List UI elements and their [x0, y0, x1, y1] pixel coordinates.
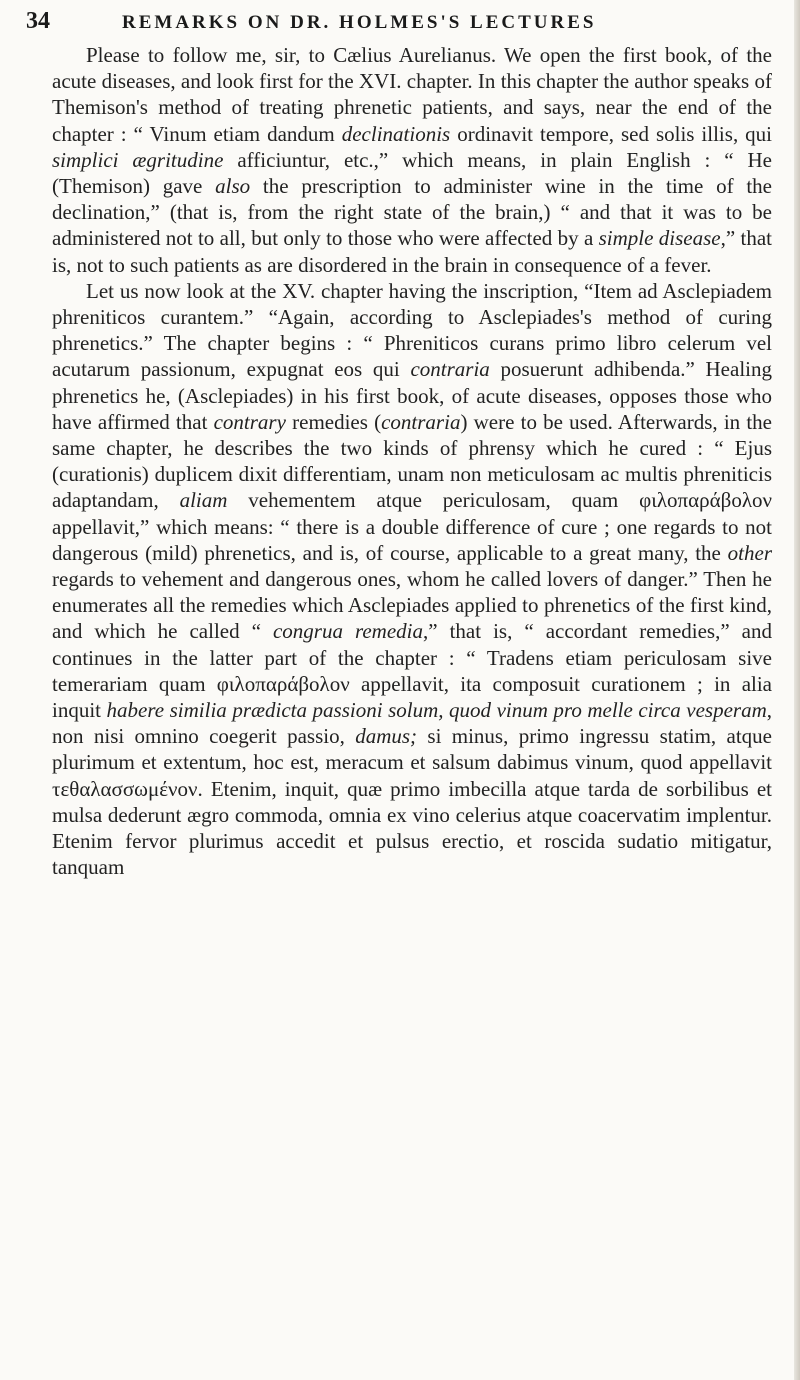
text-segment: afficiuntur, etc.,” which means, in plain English : “ He (Themison) gave: [52, 147, 773, 199]
paragraph: [52, 42, 772, 278]
text-segment: ,” that is, not to such patients as are disordered in the brain in consequence of a fever.: [52, 226, 773, 277]
page-edge: [794, 0, 800, 1380]
paragraph: [52, 278, 772, 881]
body-text: [52, 42, 772, 881]
text-segment: the prescription to administer wine in the time of the declination,” (that is, from the right state of the brain,) “ and that it was to be administered not to all, but only to those who were affected by a: [52, 174, 772, 251]
italic-text: congrua remedia: [272, 619, 424, 644]
text-segment: ordinavit tempore, sed solis illis, qui: [450, 121, 772, 146]
italic-text: simplici ægritudine: [52, 147, 224, 172]
italic-text: contraria: [381, 409, 461, 434]
text-segment: Please to follow me, sir, to Cælius Aurelianus. We open the first book, of the acute diseases, and look first for the XVI. chapter. In this chapter the author speaks of Themison's method of treating phrenetic patients, and says, near the end of the chapter : “ Vinum etiam dandum: [52, 43, 772, 146]
italic-text: damus;: [355, 724, 418, 749]
italic-text: contrary: [213, 409, 286, 434]
text-segment: remedies (: [285, 409, 382, 434]
italic-text: aliam: [179, 488, 228, 513]
italic-text: declinationis: [341, 121, 451, 146]
text-segment: vehementem atque periculosam, quam φιλοπαράβολον appellavit,” which means: “ there is a double difference of cure ; one regards to not dangerous (mild) phrenetics, and is, of course, applicable to a great many, the: [52, 488, 772, 565]
italic-text: also: [215, 174, 251, 199]
page-header: [26, 8, 771, 38]
text-segment: ) were to be used. Afterwards, in the same chapter, he describes the two kinds of phrensy which he cured : “ Ejus (curationis) duplicem dixit differentiam, unam non meticulosam ac multis phreniticis adaptandam,: [52, 409, 772, 513]
text-segment: posuerunt adhibenda.” Healing phrenetics he, (Asclepiades) in his first book, of acute diseases, opposes those who have affirmed that: [52, 357, 772, 434]
page-number: 34: [26, 8, 50, 34]
text-segment: , non nisi omnino coegerit passio,: [52, 698, 772, 749]
text-segment: Let us now look at the XV. chapter having the inscription, “Item ad Asclepiadem phreniticos curantem.” “Again, according to Asclepiades's method of curing phrenetics.” The chapter begins : “ Phreniticos curans primo libro celerum vel acutarum passionum, expugnat eos qui: [52, 278, 772, 382]
italic-text: habere similia prædicta passioni solum, quod vinum pro melle circa vesperam: [106, 698, 767, 723]
text-segment: regards to vehement and dangerous ones, whom he called lovers of danger.” Then he enumerates all the remedies which Asclepiades applied to phrenetics of the first kind, and which he called “: [52, 567, 772, 644]
running-title: REMARKS ON DR. HOLMES'S LECTURES: [122, 12, 597, 33]
text-segment: si minus, primo ingressu statim, atque plurimum et extentum, hoc est, meracum et salsum dabimus vinum, quod appellavit τεθαλασσωμένον. Etenim, inquit, quæ primo imbecilla atque tarda de sorbilibus et mulsa dederunt ægro commoda, omnia ex vino celerius atque coacervatim implentur. Etenim fervor plurimus accedit et pulsus erectio, et roscida sudatio mitigatur, tanquam: [52, 724, 772, 880]
italic-text: other: [727, 540, 772, 565]
text-segment: ,” that is, “ accordant remedies,” and continues in the latter part of the chapter : “ Tradens etiam periculosam sive temerariam quam φιλοπαράβολον appellavit, ita composuit curationem ; in alia inquit: [52, 619, 773, 723]
italic-text: simple disease: [598, 226, 721, 251]
italic-text: contraria: [410, 357, 490, 382]
